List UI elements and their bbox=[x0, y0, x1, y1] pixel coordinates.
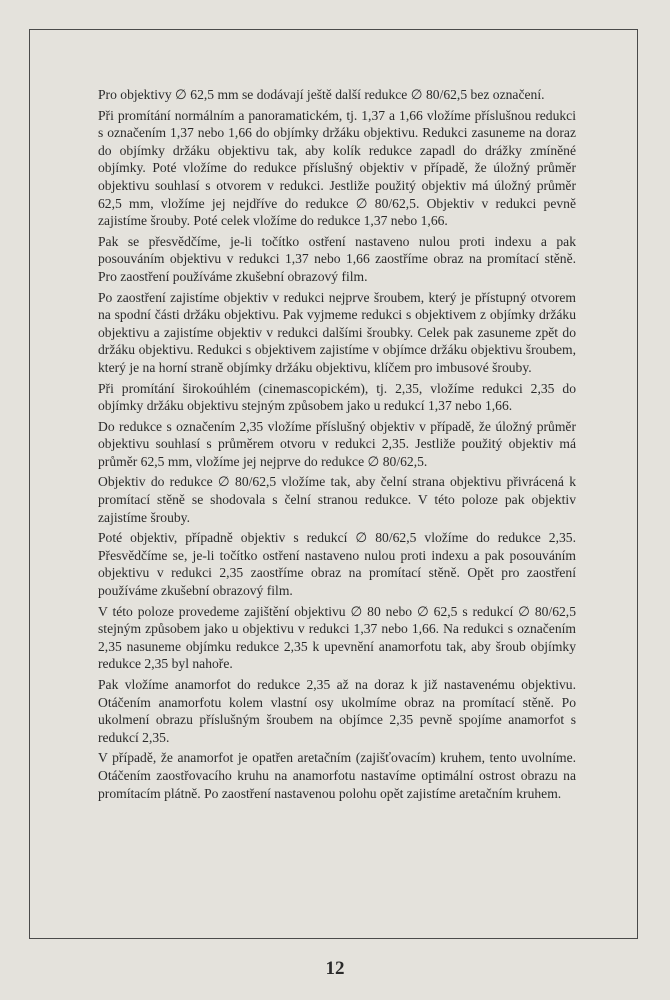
paragraph-10: Pak vložíme anamorfot do redukce 2,35 až na doraz k již nastavenému objektivu. Otáčením anamorfotu kolem vlastní osy ukolmíme obraz na promítací stěně. Po ukolmení obrazu příslušným šroubem na objímce 2,35 pevně spojíme anamorfot s redukcí 2,35. bbox=[98, 677, 576, 745]
paragraph-7: Objektiv do redukce ∅ 80/62,5 vložíme tak, aby čelní strana objektivu přivrácená k promítací stěně se shodovala s čelní stranou redukce. V této poloze pak objektiv zajistíme šrouby. bbox=[98, 474, 576, 525]
paragraph-5: Při promítání širokoúhlém (cinemascopickém), tj. 2,35, vložíme redukci 2,35 do objímky držáku objektivu stejným způsobem jako u redukcí 1,37 nebo 1,66. bbox=[98, 380, 576, 414]
paragraph-11: V případě, že anamorfot je opatřen aretačním (zajišťovacím) kruhem, tento uvolníme. Otáčením zaostřovacího kruhu na anamorfotu nastavíme optimální ostrost obrazu na promítacím plátně. Po zaostření nastavenou polohu opět zajistíme aretačním kruhem. bbox=[98, 750, 576, 801]
body-text bbox=[98, 86, 576, 805]
paragraph-3: Pak se přesvědčíme, je-li točítko ostření nastaveno nulou proti indexu a pak posouváním objektivu v redukci 1,37 nebo 1,66 zaostříme obraz na promítací stěně. Pro zaostření používáme zkušební obrazový film. bbox=[98, 233, 576, 284]
paragraph-1: Pro objektivy ∅ 62,5 mm se dodávají ještě další redukce ∅ 80/62,5 bez označení. bbox=[98, 87, 545, 102]
paragraph-4: Po zaostření zajistíme objektiv v redukci nejprve šroubem, který je přístupný otvorem na spodní části držáku objektivu. Pak vyjmeme redukci s objektivem z objímky držáku objektivu a zajistíme objektiv v redukci dalšími šroubky. Celek pak zasuneme zpět do držáku objektivu. Redukci s objektivem zajistíme v objímce držáku objektivu šroubem, který je na horní straně objímky držáku objektivu, klíčem pro imbusové šrouby. bbox=[98, 289, 576, 375]
page-number: 12 bbox=[325, 958, 345, 979]
paragraph-6: Do redukce s označením 2,35 vložíme příslušný objektiv v případě, že úložný průměr objektivu souhlasí s průměrem otvoru v redukci 2,35. Jestliže použitý objektiv má průměr 62,5 mm, vložíme jej nejprve do redukce ∅ 80/62,5. bbox=[98, 418, 576, 469]
paragraph-8: Poté objektiv, případně objektiv s redukcí ∅ 80/62,5 vložíme do redukce 2,35. Přesvědčíme se, je-li točítko ostření nastaveno nulou proti indexu a pak posouváním objektivu v redukci 2,35 zaostříme obraz na promítací stěně. Opět pro zaostření používáme zkušební obrazový film. bbox=[98, 530, 576, 599]
paragraph-2: Při promítání normálním a panoramatickém, tj. 1,37 a 1,66 vložíme příslušnou redukci s označením 1,37 nebo 1,66 do objímky držáku objektivu. Redukci zasuneme na doraz do objímky držáku objektivu tak, aby kolík redukce zapadl do drážky zmíněné objímky. Poté vložíme do redukce příslušný objektiv v případě, že úložný průměr objektivu souhlasí s otvorem v redukci. Jestliže použitý objektiv má úložný průměr 62,5 mm, vložíme jej nejdříve do redukce ∅ 80/62,5. Objektiv v redukci pevně zajistíme šrouby. Poté celek vložíme do redukce 1,37 nebo 1,66. bbox=[98, 107, 576, 229]
paragraph-9: V této poloze provedeme zajištění objektivu ∅ 80 nebo ∅ 62,5 s redukcí ∅ 80/62,5 stejným způsobem jako u objektivu v redukci 1,37 nebo 1,66. Na redukci s označením 2,35 nasuneme objímku redukce 2,35 k upevnění anamorfotu tak, aby šroub objímky redukce 2,35 byl nahoře. bbox=[98, 603, 576, 672]
